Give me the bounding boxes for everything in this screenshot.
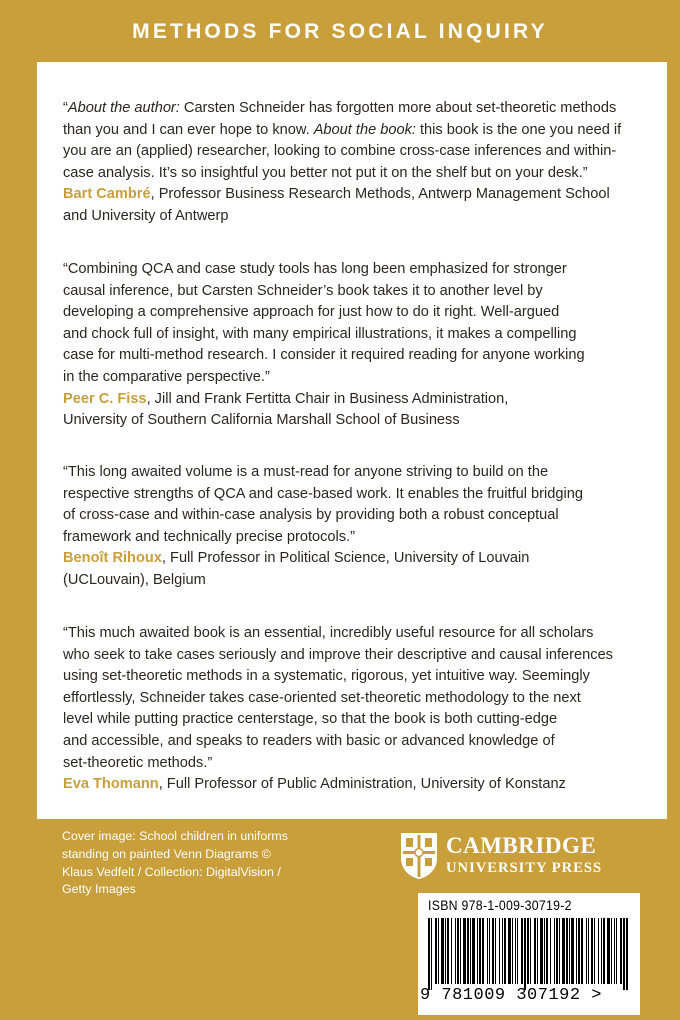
barcode-bar	[611, 918, 612, 984]
credit-line: Klaus Vedfelt / Collection: DigitalVision /	[62, 864, 281, 879]
barcode-bar	[540, 918, 543, 984]
endorser-line: (UCLouvain), Belgium	[63, 571, 206, 588]
endorser-name: Peer C. Fiss	[63, 390, 147, 407]
barcode-bar	[502, 918, 503, 984]
endorsement-quote	[63, 259, 653, 432]
endorser-name: Benoît Rihoux	[63, 550, 162, 567]
quote-line: set-theoretic methods.”	[63, 754, 213, 771]
barcode-bar	[460, 918, 461, 984]
barcode-bar	[431, 918, 432, 990]
credit-line: Cover image: School children in uniforms	[62, 829, 288, 843]
barcode-bar	[546, 918, 548, 984]
barcode-bar	[616, 918, 617, 984]
endorser-affiliation: , Full Professor in Political Science, University of Louvain	[161, 550, 530, 567]
barcode-bar	[435, 918, 437, 984]
barcode-bar	[569, 918, 570, 984]
endorser-affiliation: , Full Professor of Public Administration, University of Konstanz	[158, 776, 566, 793]
barcode-bar	[537, 918, 538, 984]
isbn-barcode	[418, 893, 640, 1015]
cover-image-credit	[62, 828, 332, 899]
barcode-bar	[428, 918, 430, 990]
endorser-line	[63, 389, 653, 411]
quote-line: case analysis. It’s so insightful you better not put it on the shelf but on your desk.”	[63, 164, 588, 181]
barcode-bar	[544, 918, 545, 984]
barcode-bar	[467, 918, 469, 984]
quote-line: effortlessly, Schneider takes case-oriented set-theoretic methodology to the next	[63, 689, 581, 706]
endorsement-quote	[63, 462, 653, 592]
barcode-bar	[489, 918, 490, 984]
barcode-bar	[623, 918, 625, 990]
endorser-affiliation: , Professor Business Research Methods, Antwerp Management School	[150, 186, 610, 203]
endorser-line: University of Southern California Marshall School of Business	[63, 412, 460, 429]
barcode-bar	[594, 918, 595, 984]
barcode-bar	[586, 918, 587, 984]
quote-line: framework and technically precise protocols.”	[63, 528, 355, 545]
quote-line: than you and I can ever hope to know. About the book: this book is the one you need if	[63, 121, 622, 138]
quote-line: of cross-case and within-case analysis by providing both a robust conceptual	[63, 507, 559, 524]
barcode-bar	[517, 918, 518, 984]
quote-line: and chock full of insight, with many empirical illustrations, it makes a compelling	[63, 325, 577, 342]
quote-line: you are an (applied) researcher, looking to combine cross-case inferences and within-	[63, 143, 617, 160]
barcode-bar	[477, 918, 478, 984]
barcode-bar	[620, 918, 622, 984]
barcode-bar	[588, 918, 589, 984]
barcode-bar	[566, 918, 568, 984]
barcode-bar	[524, 918, 526, 990]
barcode-bar	[441, 918, 444, 984]
barcode-bar	[457, 918, 459, 984]
quote-line: using set-theoretic methods in a systematic, rigorous, yet intuitive way. Seemingly	[63, 668, 590, 685]
barcode-bar	[559, 918, 560, 984]
barcode-bar	[607, 918, 610, 984]
endorser-line	[63, 774, 653, 796]
quote-line: causal inference, but Carsten Schneider’s book takes it to another level by	[63, 282, 543, 299]
quote-line: level while putting practice centerstage, so that the book is both cutting-edge	[63, 711, 558, 728]
barcode-bar	[581, 918, 583, 984]
barcode-bar	[534, 918, 536, 984]
barcode-bar	[487, 918, 488, 984]
barcode-bar	[451, 918, 452, 984]
endorsement-quote	[63, 623, 653, 796]
barcode-bar	[626, 918, 628, 990]
barcode-bar	[512, 918, 513, 984]
endorsement-quote	[63, 98, 653, 228]
barcode-bar	[614, 918, 615, 984]
barcode-bar	[578, 918, 580, 984]
barcode-bar	[576, 918, 577, 984]
barcode-bar	[554, 918, 555, 984]
barcode-bar	[472, 918, 475, 984]
credit-line: standing on painted Venn Diagrams ©	[62, 846, 271, 861]
barcode-bar	[530, 918, 531, 984]
barcode-bar	[482, 918, 484, 984]
quote-line: “Combining QCA and case study tools has long been emphasized for stronger	[63, 261, 567, 277]
isbn-label: ISBN 978-1-009-30719-2	[428, 898, 572, 913]
quote-line: and accessible, and speaks to readers with basic or advanced knowledge of	[63, 732, 555, 749]
quote-line: respective strengths of QCA and case-based work. It enables the fruitful bridging	[63, 485, 583, 502]
barcode-bar	[504, 918, 506, 984]
endorsements-panel	[37, 62, 667, 819]
barcode-bar	[495, 918, 496, 984]
endorser-affiliation: , Jill and Frank Fertitta Chair in Business Administration,	[146, 390, 509, 407]
barcode-bar	[571, 918, 574, 984]
endorser-line: and University of Antwerp	[63, 207, 229, 224]
endorser-line	[63, 548, 653, 570]
barcode-bars	[426, 918, 632, 990]
publisher-name-line1: CAMBRIDGE	[446, 833, 597, 858]
publisher-name-line2: UNIVERSITY PRESS	[446, 860, 603, 876]
barcode-bar	[499, 918, 500, 984]
barcode-bar	[463, 918, 466, 984]
quote-line: case for multi-method research. I consider it required reading for anyone working	[63, 347, 585, 364]
quote-line: “This long awaited volume is a must-read for anyone striving to build on the	[63, 464, 549, 480]
endorser-line	[63, 184, 653, 206]
endorser-name: Bart Cambré	[63, 186, 151, 203]
quote-line: in the comparative perspective.”	[63, 368, 270, 385]
barcode-digits: 9 781009 307192 >	[420, 986, 602, 1005]
barcode-bar	[550, 918, 551, 984]
cambridge-shield-icon	[400, 832, 438, 880]
barcode-bar	[556, 918, 558, 984]
barcode-bar	[438, 918, 439, 984]
barcode-bar	[479, 918, 481, 984]
barcode-bar	[527, 918, 529, 984]
barcode-bar	[598, 918, 599, 984]
quote-line: “About the author: Carsten Schneider has forgotten more about set-theoretic methods	[63, 100, 617, 116]
barcode-bar	[601, 918, 602, 984]
quote-line: “This much awaited book is an essential, incredibly useful resource for all scholars	[63, 625, 594, 641]
endorser-name: Eva Thomann	[63, 776, 159, 793]
barcode-bar	[447, 918, 449, 984]
barcode-bar	[508, 918, 511, 984]
barcode-bar	[521, 918, 523, 984]
barcode-bar	[455, 918, 456, 984]
barcode-bar	[445, 918, 446, 984]
quote-line: developing a comprehensive approach for just how to do it right. Well-argued	[63, 304, 560, 321]
publisher-logo	[400, 832, 630, 882]
quote-line: who seek to take cases seriously and improve their descriptive and causal inferences	[63, 646, 613, 663]
series-title: METHODS FOR SOCIAL INQUIRY	[132, 20, 548, 43]
barcode-bar	[470, 918, 471, 984]
credit-line: Getty Images	[62, 882, 136, 897]
barcode-bar	[562, 918, 565, 984]
barcode-bar	[515, 918, 516, 984]
barcode-bar	[492, 918, 494, 984]
barcode-bar	[603, 918, 605, 984]
barcode-bar	[591, 918, 593, 984]
